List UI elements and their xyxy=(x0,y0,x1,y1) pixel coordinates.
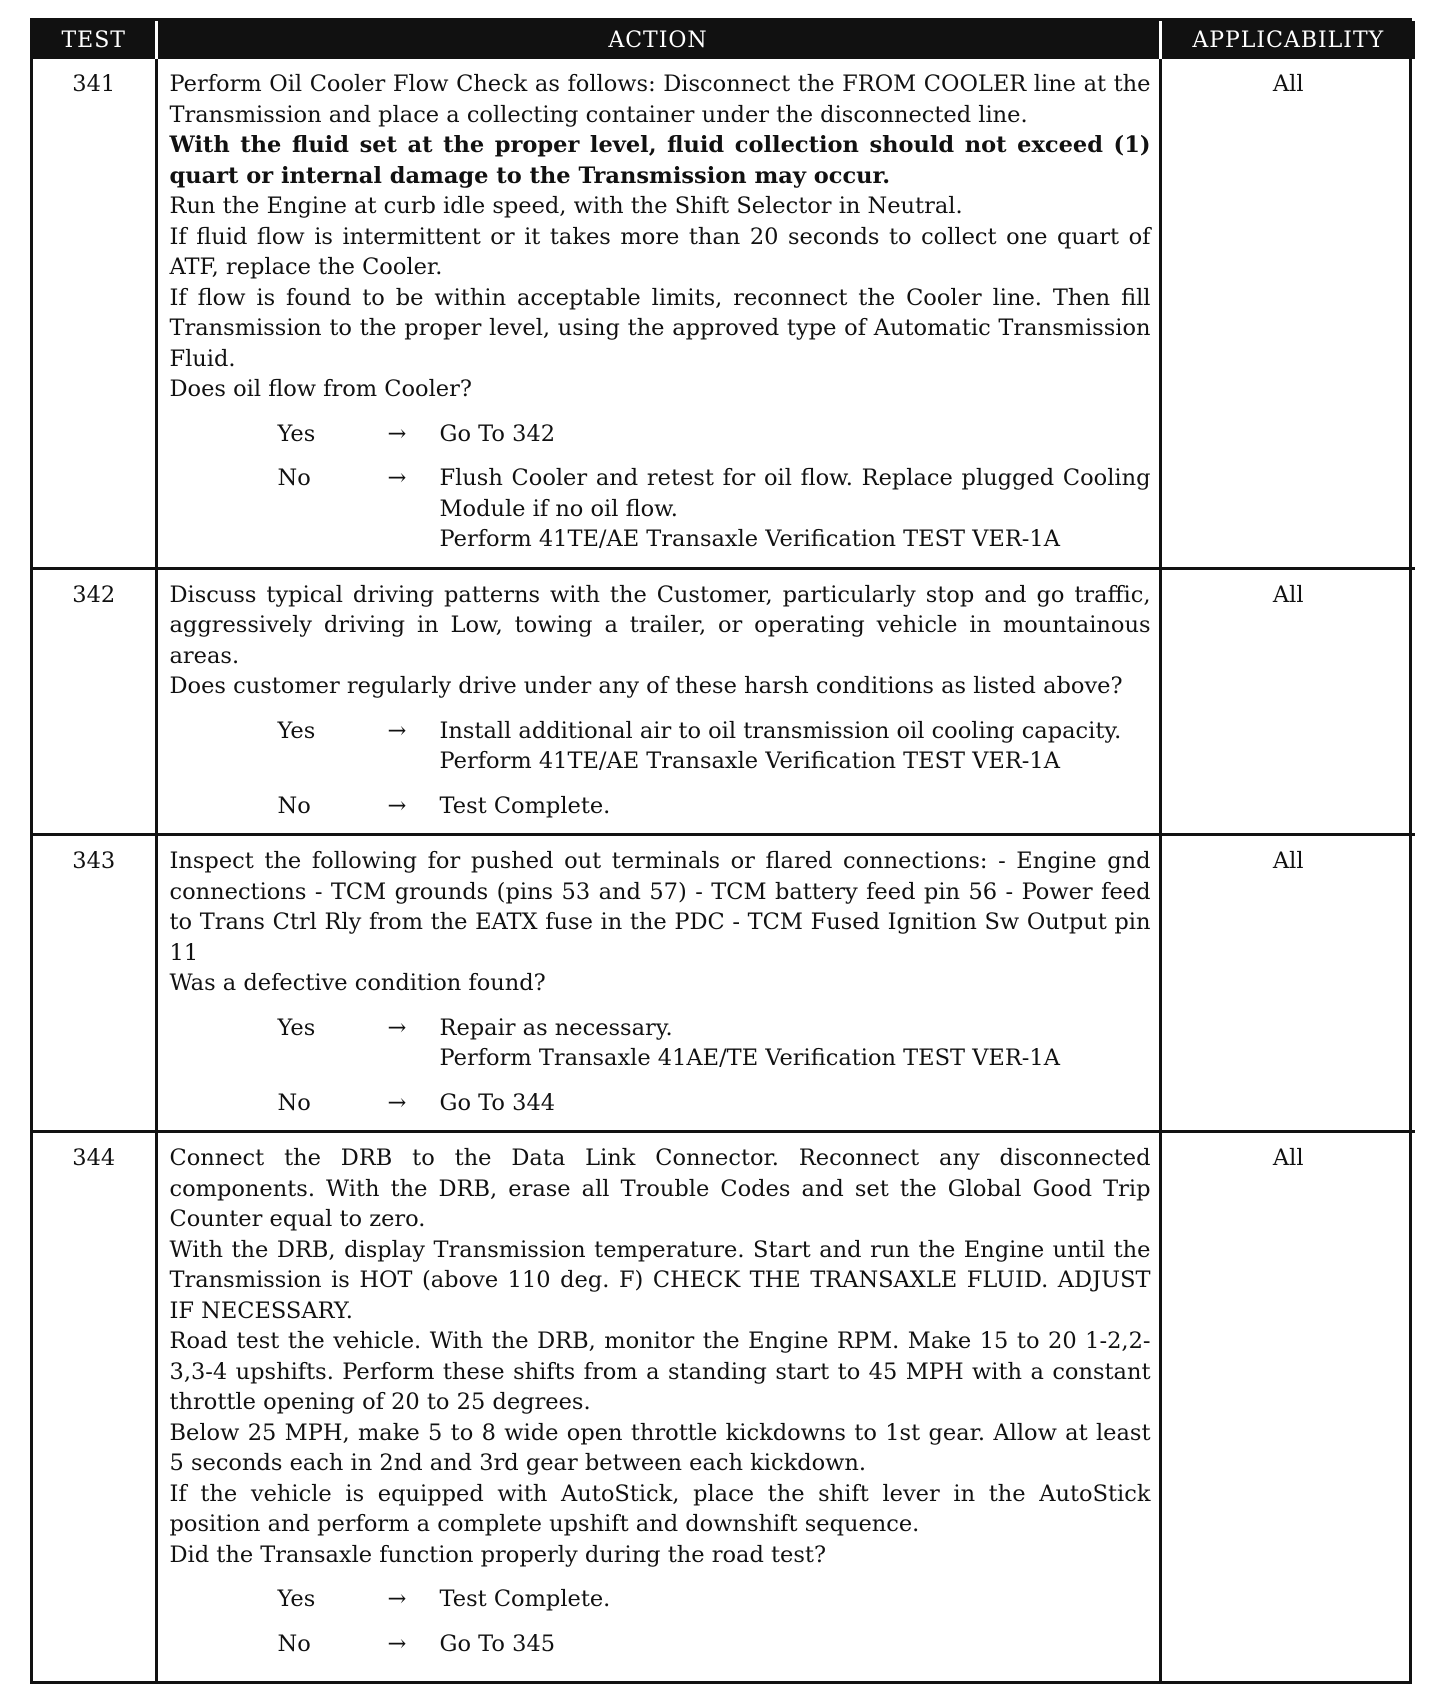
response-text xyxy=(440,1088,1151,1119)
response-line: Perform 41TE/AE Transaxle Verification TEST VER-1A xyxy=(439,526,1060,552)
response-text xyxy=(440,716,1151,777)
arrow-right-icon: → xyxy=(387,1630,407,1657)
test-number: 341 xyxy=(33,59,156,568)
response-label: No xyxy=(277,1630,311,1657)
table-row xyxy=(33,568,1415,835)
response-label: Yes xyxy=(277,1586,316,1612)
response-text xyxy=(440,419,1151,450)
action-paragraph: Perform Oil Cooler Flow Check as follows: Disconnect the FROM COOLER line at the Transmission and place a collecting container under the disconnected line. xyxy=(169,71,1151,128)
action-cell xyxy=(156,568,1160,835)
response-no xyxy=(170,1088,1151,1119)
table-body xyxy=(33,59,1415,1681)
diagnostic-table-sheet xyxy=(30,18,1412,1684)
response-no xyxy=(170,463,1151,555)
response-label: Yes xyxy=(277,717,316,744)
header-action: ACTION xyxy=(156,21,1160,59)
response-yes xyxy=(170,1584,1151,1615)
action-paragraph: Was a defective condition found? xyxy=(169,970,546,996)
response-label: No xyxy=(277,465,311,491)
diagnostic-table xyxy=(33,21,1415,1681)
response-text xyxy=(440,463,1151,555)
response-no xyxy=(170,1629,1151,1660)
header-applicability: APPLICABILITY xyxy=(1160,21,1415,59)
action-paragraph: Does oil flow from Cooler? xyxy=(169,376,472,402)
action-paragraph: With the DRB, display Transmission temperature. Start and run the Engine until the Transmission is HOT (above 110 deg. F) CHECK THE TRANSAXLE FLUID. ADJUST IF NECESSARY. xyxy=(169,1236,1151,1324)
action-cell xyxy=(156,1132,1160,1682)
action-cell xyxy=(156,835,1160,1132)
response-text xyxy=(440,791,1151,822)
action-paragraph: Road test the vehicle. With the DRB, monitor the Engine RPM. Make 15 to 20 1-2,2-3,3-4 upshifts. Perform these shifts from a standing start to 45 MPH with a constant throttle opening of 20 to 25 degrees. xyxy=(169,1328,1151,1415)
arrow-right-icon: → xyxy=(387,1014,407,1041)
action-paragraph: If flow is found to be within acceptable limits, reconnect the Cooler line. Then fill Transmission to the proper level, using the approved type of Automatic Transmission Fluid. xyxy=(169,284,1151,372)
table-header-row xyxy=(33,21,1415,59)
response-line: Test Complete. xyxy=(439,1586,611,1612)
response-line: Go To 342 xyxy=(439,420,556,447)
test-number: 344 xyxy=(33,1132,156,1682)
response-yes xyxy=(170,1013,1151,1074)
response-label: Yes xyxy=(277,420,316,447)
applicability-value: All xyxy=(1160,1132,1415,1682)
test-number: 342 xyxy=(33,568,156,835)
response-line: Perform Transaxle 41AE/TE Verification TEST VER-1A xyxy=(439,1045,1060,1071)
action-paragraph: Connect the DRB to the Data Link Connector. Reconnect any disconnected components. With the DRB, erase all Trouble Codes and set the Global Good Trip Counter equal to zero. xyxy=(169,1145,1151,1232)
arrow-right-icon: → xyxy=(387,1586,407,1612)
table-row xyxy=(33,835,1415,1132)
response-line: Go To 345 xyxy=(439,1630,556,1657)
action-paragraph: Run the Engine at curb idle speed, with the Shift Selector in Neutral. xyxy=(169,193,963,219)
applicability-value: All xyxy=(1160,835,1415,1132)
test-number: 343 xyxy=(33,835,156,1132)
arrow-right-icon: → xyxy=(387,420,407,447)
response-line: Flush Cooler and retest for oil flow. Replace plugged Cooling Module if no oil flow. xyxy=(439,465,1151,522)
action-paragraph: Inspect the following for pushed out terminals or flared connections: - Engine gnd connections - TCM grounds (pins 53 and 57) - TCM battery feed pin 56 - Power feed to Trans Ctrl Rly from the EATX fuse in the PDC - TCM Fused Ignition Sw Output pin 11 xyxy=(169,848,1151,966)
table-row xyxy=(33,59,1415,568)
applicability-value: All xyxy=(1160,568,1415,835)
arrow-right-icon: → xyxy=(387,717,407,744)
applicability-value: All xyxy=(1272,71,1304,97)
response-line: Repair as necessary. xyxy=(439,1014,673,1041)
action-paragraph: If fluid flow is intermittent or it takes more than 20 seconds to collect one quart of ATF, replace the Cooler. xyxy=(169,223,1151,280)
action-paragraph: Did the Transaxle function properly during the road test? xyxy=(169,1541,827,1568)
table-row xyxy=(33,1132,1415,1682)
arrow-right-icon: → xyxy=(387,1089,407,1116)
response-line: Install additional air to oil transmission oil cooling capacity. xyxy=(439,717,1122,744)
response-label: No xyxy=(277,792,311,819)
response-line: Go To 344 xyxy=(439,1089,556,1116)
response-text xyxy=(440,1584,1151,1615)
response-yes xyxy=(170,716,1151,777)
action-paragraph: Does customer regularly drive under any of these harsh conditions as listed above? xyxy=(169,673,1123,699)
action-paragraph: Below 25 MPH, make 5 to 8 wide open throttle kickdowns to 1st gear. Allow at least 5 seconds each in 2nd and 3rd gear between each kickdown. xyxy=(169,1419,1151,1476)
response-label: No xyxy=(277,1089,311,1116)
action-paragraph: If the vehicle is equipped with AutoStick, place the shift lever in the AutoStick position and perform a complete upshift and downshift sequence. xyxy=(169,1480,1151,1537)
arrow-right-icon: → xyxy=(387,465,407,491)
response-no xyxy=(170,791,1151,822)
warning-text: With the fluid set at the proper level, fluid collection should not exceed (1) quart or internal damage to the Transmission may occur. xyxy=(169,132,1151,189)
response-text xyxy=(440,1629,1151,1660)
response-text xyxy=(440,1013,1151,1074)
arrow-right-icon: → xyxy=(387,792,407,819)
action-cell xyxy=(156,59,1160,568)
header-test: TEST xyxy=(33,21,156,59)
response-yes xyxy=(170,419,1151,450)
action-paragraph: Discuss typical driving patterns with the Customer, particularly stop and go traffic, aggressively driving in Low, towing a trailer, or operating vehicle in mountainous areas. xyxy=(169,581,1151,669)
response-label: Yes xyxy=(277,1014,316,1041)
response-line: Perform 41TE/AE Transaxle Verification TEST VER-1A xyxy=(439,748,1060,774)
response-line: Test Complete. xyxy=(439,792,611,819)
